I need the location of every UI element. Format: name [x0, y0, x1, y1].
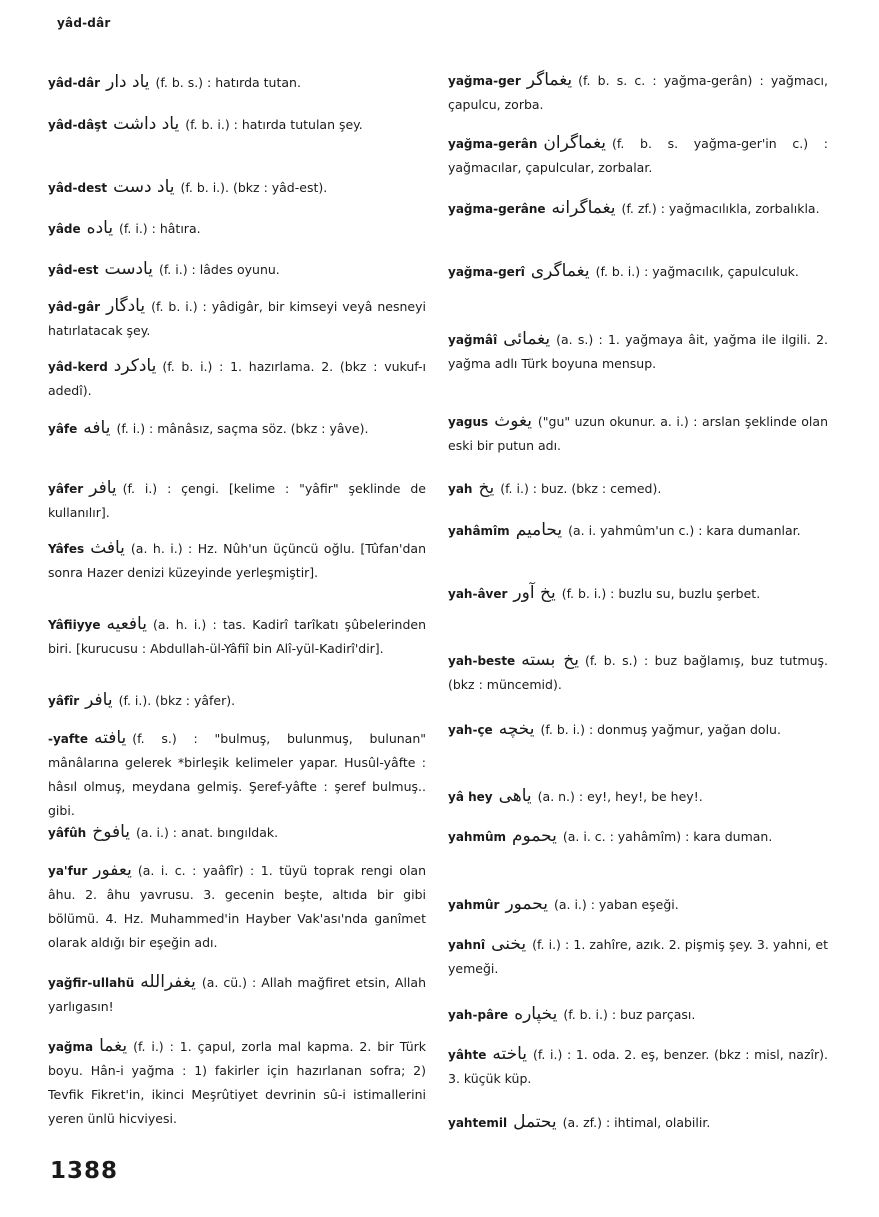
dictionary-entry	[448, 717, 828, 742]
entry-headword: yâd-dest	[48, 181, 108, 195]
entry-headword: yah-âver	[448, 587, 508, 601]
dictionary-entry	[448, 68, 828, 117]
entry-arabic-script: یغما	[99, 1036, 128, 1056]
entry-definition: (f. b. i.) : hatırda tutulan şey.	[185, 117, 363, 132]
entry-arabic-script: یحموم	[512, 826, 557, 846]
entry-arabic-script: یغماگرانه	[551, 198, 616, 218]
dictionary-entry	[48, 70, 426, 95]
entry-definition: (f. s.) : "bulmuş, bulunmuş, bulunan" mânâlarına gelerek *birleşik kelimeler yapar. Husûl-yâfte : hâsıl olmuş, meydana gelmiş. Şeref-yâfte : şeref bulmuş.. gibi.	[48, 731, 426, 818]
entry-arabic-script: یاد دار	[106, 72, 150, 92]
entry-headword: yâd-gâr	[48, 300, 101, 314]
entry-definition: (f. i.) : 1. zahîre, azık. 2. pişmiş şey. 3. yahni, et yemeği.	[448, 937, 828, 976]
entry-headword: yâd-est	[48, 263, 99, 277]
entry-arabic-script: یافعیه	[106, 614, 147, 634]
dictionary-entry	[448, 131, 828, 180]
entry-headword: yağmâî	[448, 333, 498, 347]
entry-headword: yah-beste	[448, 654, 516, 668]
entry-headword: yahmûr	[448, 898, 500, 912]
entry-arabic-script: یادگار	[106, 296, 146, 316]
entry-headword: yağma-gerâne	[448, 202, 546, 216]
entry-arabic-script: یخپاره	[514, 1004, 558, 1024]
entry-arabic-script: یخ بسته	[521, 650, 579, 670]
entry-headword: yâfîr	[48, 694, 80, 708]
entry-definition: ("gu" uzun okunur. a. i.) : arslan şeklinde olan eski bir putun adı.	[448, 414, 828, 453]
entry-arabic-script: یافر	[89, 478, 117, 498]
entry-headword: yâd-dâr	[48, 76, 101, 90]
entry-headword: Yâfiiyye	[48, 618, 101, 632]
dictionary-entry	[448, 784, 828, 809]
dictionary-entry	[448, 327, 828, 376]
dictionary-entry	[448, 581, 828, 606]
entry-definition: (a. i. c. : yahâmîm) : kara duman.	[562, 829, 773, 844]
entry-definition: (f. b. s. yağma-ger'in c.) : yağmacılar, çapulcular, zorbalar.	[448, 136, 828, 175]
entry-headword: yâfe	[48, 422, 78, 436]
dictionary-entry	[48, 112, 426, 137]
entry-headword: yahnî	[448, 938, 486, 952]
entry-definition: (f. b. s.) : buz bağlamış, buz tutmuş. (bkz : müncemid).	[448, 653, 828, 692]
entry-arabic-script: یخ	[478, 478, 495, 498]
entry-definition: (f. i.) : buz. (bkz : cemed).	[500, 481, 662, 496]
dictionary-entry	[448, 259, 828, 284]
entry-arabic-script: یحامیم	[515, 520, 563, 540]
dictionary-entry	[448, 196, 828, 221]
entry-arabic-script: یغمائی	[503, 329, 551, 349]
entry-headword: yağma	[48, 1040, 94, 1054]
entry-arabic-script: یغماگری	[530, 261, 590, 281]
entry-definition: (f. b. i.) : yâdigâr, bir kimseyi veyâ nesneyi hatırlatacak şey.	[48, 299, 426, 338]
dictionary-entry	[48, 688, 426, 713]
entry-arabic-script: یافوخ	[92, 822, 131, 842]
entry-headword: yahtemil	[448, 1116, 508, 1130]
entry-arabic-script: یادست	[104, 259, 153, 279]
dictionary-entry	[48, 416, 426, 441]
entry-definition: (f. b. s.) : hatırda tutan.	[155, 75, 301, 90]
entry-definition: (a. s.) : 1. yağmaya âit, yağma ile ilgili. 2. yağma adlı Türk boyuna mensup.	[448, 332, 828, 371]
dictionary-entry	[448, 518, 828, 543]
entry-headword: yahâmîm	[448, 524, 510, 538]
entry-arabic-script: یاخته	[492, 1044, 528, 1064]
entry-definition: (f. i.) : mânâsız, saçma söz. (bkz : yâve).	[116, 421, 369, 436]
entry-headword: yah	[448, 482, 473, 496]
entry-headword: yâfûh	[48, 826, 87, 840]
dictionary-entry	[48, 612, 426, 661]
dictionary-entry	[48, 858, 426, 955]
dictionary-entry	[48, 476, 426, 525]
entry-arabic-script: یحمور	[505, 894, 548, 914]
entry-definition: (a. i. yahmûm'un c.) : kara dumanlar.	[568, 523, 801, 538]
entry-arabic-script: یادکرد	[113, 356, 157, 376]
entry-definition: (f. b. i.) : yağmacılık, çapulculuk.	[595, 264, 799, 279]
entry-arabic-script: یاده	[86, 218, 114, 238]
entry-definition: (f. b. i.) : buzlu su, buzlu şerbet.	[561, 586, 761, 601]
entry-definition: (a. h. i.) : tas. Kadirî tarîkatı şûbelerinden biri. [kurucusu : Abdullah-ül-Yâfiî bin Alî-yül-Kadirî'dir].	[48, 617, 426, 656]
dictionary-entry	[448, 476, 828, 501]
entry-headword: yağma-gerî	[448, 265, 525, 279]
dictionary-entry	[48, 216, 426, 241]
entry-arabic-script: یغفرالله	[140, 972, 196, 992]
entry-definition: (f. i.) : 1. oda. 2. eş, benzer. (bkz : misl, nazîr). 3. küçük küp.	[448, 1047, 828, 1086]
entry-arabic-script: یغماگران	[543, 133, 607, 153]
entry-headword: yağma-gerân	[448, 137, 538, 151]
entry-definition: (f. b. i.) : buz parçası.	[563, 1007, 696, 1022]
entry-definition: (f. zf.) : yağmacılıkla, zorbalıkla.	[621, 201, 820, 216]
entry-definition: (a. h. i.) : Hz. Nûh'un üçüncü oğlu. [Tûfan'dan sonra Hazer denizi küzeyinde yerleşmiştir].	[48, 541, 426, 580]
dictionary-entry	[48, 536, 426, 585]
entry-definition: (f. b. i.). (bkz : yâd-est).	[180, 180, 328, 195]
entry-definition: (a. i.) : anat. bıngıldak.	[136, 825, 279, 840]
entry-arabic-script: یاد داشت	[113, 114, 180, 134]
entry-definition: (f. b. i.) : 1. hazırlama. 2. (bkz : vukuf-ı adedî).	[48, 359, 426, 398]
entry-definition: (f. b. i.) : donmuş yağmur, yağan dolu.	[540, 722, 781, 737]
dictionary-entry	[48, 820, 426, 845]
entry-headword: yahmûm	[448, 830, 507, 844]
entry-definition: (f. i.) : 1. çapul, zorla mal kapma. 2. bir Türk boyu. Hân-i yağma : 1) fakirler için hazırlanan sofra; 2) Tevfik Fikret'in, ikinci Meşrûtiyet devrinin sû-i istimallerini yeren ünlü hicviyesi.	[48, 1039, 426, 1126]
dictionary-entry	[448, 892, 828, 917]
dictionary-entry	[448, 648, 828, 697]
entry-arabic-script: یافه	[83, 418, 111, 438]
entry-headword: yağma-ger	[448, 74, 521, 88]
entry-headword: ya'fur	[48, 864, 88, 878]
entry-definition: (a. n.) : ey!, hey!, be hey!.	[537, 789, 703, 804]
entry-arabic-script: یاد دست	[113, 177, 175, 197]
entry-arabic-script: یافث	[90, 538, 125, 558]
entry-arabic-script: یافر	[85, 690, 113, 710]
entry-headword: yâde	[48, 222, 81, 236]
entry-headword: yâd-kerd	[48, 360, 108, 374]
dictionary-entry	[448, 409, 828, 458]
dictionary-entry	[48, 970, 426, 1019]
entry-definition: (f. i.) : lâdes oyunu.	[158, 262, 280, 277]
entry-definition: (f. b. s. c. : yağma-gerân) : yağmacı, çapulcu, zorba.	[448, 73, 828, 112]
entry-definition: (f. i.) : çengi. [kelime : "yâfir" şeklinde de kullanılır].	[48, 481, 426, 520]
dictionary-entry	[448, 824, 828, 849]
entry-headword: yağfir-ullahü	[48, 976, 135, 990]
entry-arabic-script: یعفور	[93, 860, 132, 880]
entry-arabic-script: یغماگر	[526, 70, 573, 90]
dictionary-entry	[48, 175, 426, 200]
entry-headword: yagus	[448, 415, 489, 429]
entry-headword: yah-çe	[448, 723, 493, 737]
entry-definition: (a. cü.) : Allah mağfiret etsin, Allah yarlıgasın!	[48, 975, 426, 1014]
entry-definition: (f. i.). (bkz : yâfer).	[118, 693, 236, 708]
dictionary-entry	[448, 1002, 828, 1027]
entry-headword: yâd-dâşt	[48, 118, 108, 132]
entry-arabic-script: یحتمل	[513, 1112, 557, 1132]
entry-headword: yâfer	[48, 482, 84, 496]
dictionary-entry	[48, 726, 426, 823]
entry-definition: (a. i.) : yaban eşeği.	[553, 897, 679, 912]
entry-headword: Yâfes	[48, 542, 85, 556]
page-number: 1388	[50, 1158, 119, 1184]
entry-arabic-script: یاهی	[498, 786, 532, 806]
entry-arabic-script: یغوث	[494, 411, 532, 431]
entry-arabic-script: یافته	[94, 728, 127, 748]
entry-definition: (a. zf.) : ihtimal, olabilir.	[562, 1115, 711, 1130]
entry-arabic-script: یخ آور	[513, 583, 556, 603]
entry-headword: yâhte	[448, 1048, 487, 1062]
entry-arabic-script: یخچه	[498, 719, 535, 739]
entry-headword: yâ hey	[448, 790, 493, 804]
entry-definition: (a. i. c. : yaâfîr) : 1. tüyü toprak rengi olan âhu. 2. âhu yavrusu. 3. gecenin beşte, altıda bir gibi bölümü. 4. Hz. Muhammed'in Hayber Vak'ası'nda ganîmet olarak aldığı bir eşeğin adı.	[48, 863, 426, 950]
dictionary-entry	[48, 257, 426, 282]
dictionary-entry	[448, 1042, 828, 1091]
dictionary-entry	[48, 294, 426, 343]
entry-arabic-script: یخنی	[491, 934, 527, 954]
entry-definition: (f. i.) : hâtıra.	[119, 221, 201, 236]
dictionary-entry	[48, 354, 426, 403]
entry-headword: -yafte	[48, 732, 88, 746]
dictionary-entry	[48, 1034, 426, 1131]
running-head: yâd-dâr	[57, 16, 111, 30]
dictionary-entry	[448, 932, 828, 981]
entry-headword: yah-pâre	[448, 1008, 509, 1022]
dictionary-entry	[448, 1110, 828, 1135]
